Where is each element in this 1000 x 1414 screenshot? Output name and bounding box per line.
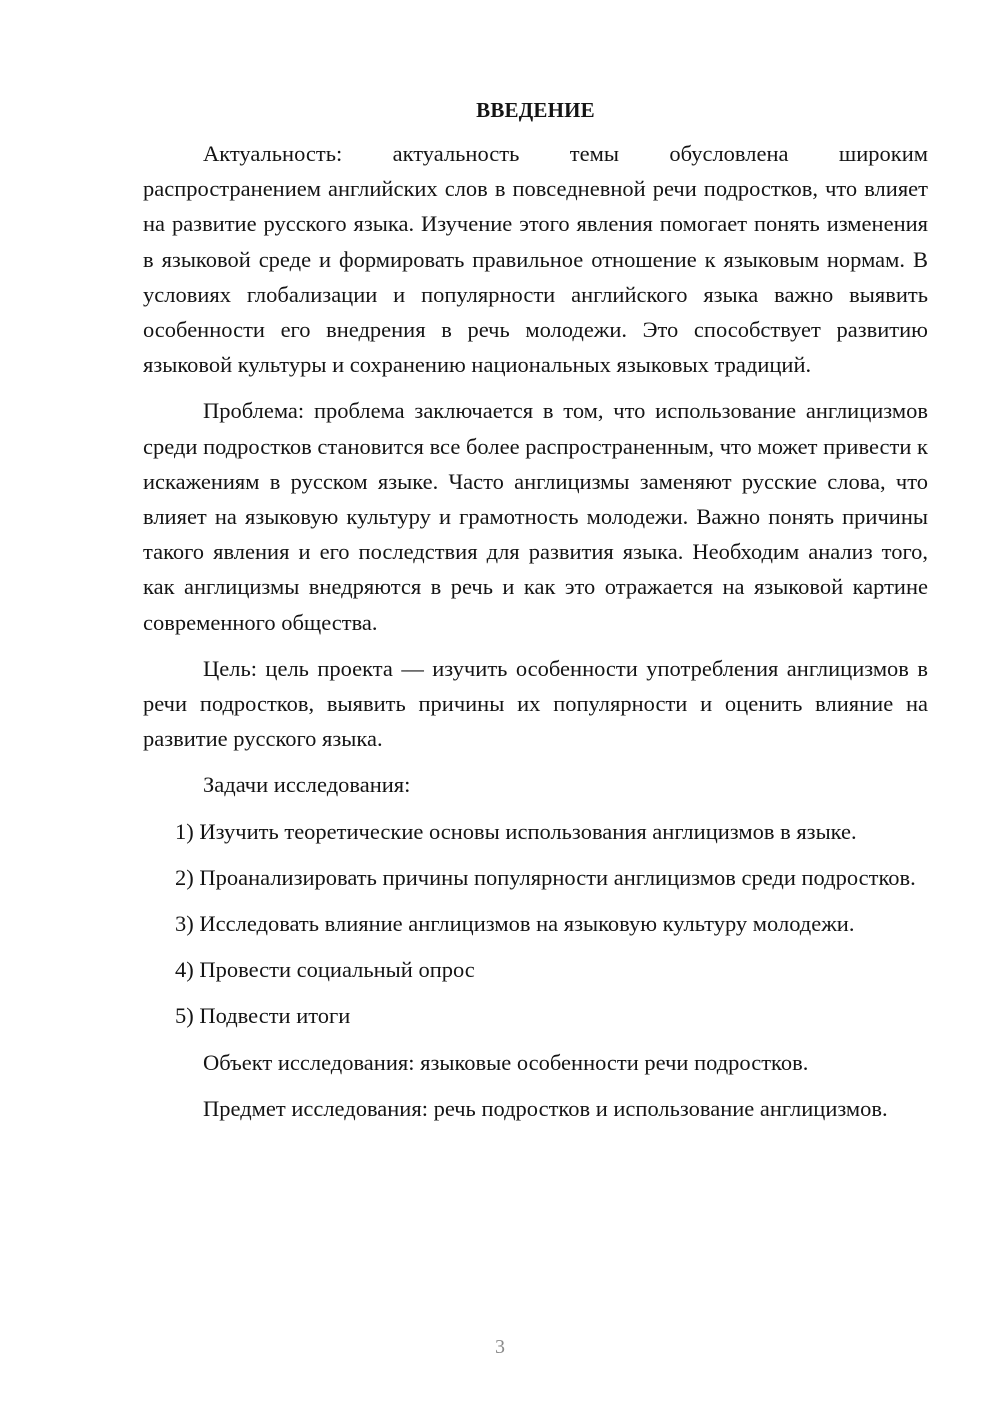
paragraph-goal: Цель: цель проекта — изучить особенности употребления англицизмов в речи подростков, выявить причины их популярности и оценить влияние на развитие русского языка. bbox=[143, 655, 928, 752]
paragraph-research-object: Объект исследования: языковые особенности речи подростков. bbox=[203, 1049, 809, 1075]
paragraph-research-subject: Предмет исследования: речь подростков и использование англицизмов. bbox=[203, 1095, 888, 1121]
task-item-3: 3) Исследовать влияние англицизмов на языковую культуру молодежи. bbox=[175, 911, 855, 937]
paragraph-relevance: Актуальность: актуальность темы обусловлена широким распространением английских слов в повседневной речи подростков, что влияет на развитие русского языка. Изучение этого явления помогает понять изменения в языковой среде и формировать правильное отношение к языковым нормам. В условиях глобализации и популярности английского языка важно выявить особенности его внедрения в речь молодежи. Это способствует развитию языковой культуры и сохранению национальных языковых традиций. bbox=[143, 141, 928, 378]
paragraph-tasks-heading: Задачи исследования: bbox=[203, 772, 411, 798]
page-body bbox=[143, 96, 928, 1137]
task-item-2: 2) Проанализировать причины популярности англицизмов среди подростков. bbox=[175, 864, 916, 890]
task-item-5: 5) Подвести итоги bbox=[175, 1003, 351, 1029]
paragraph-problem: Проблема: проблема заключается в том, что использование англицизмов среди подростков становится все более распространенным, что может привести к искажениям в русском языке. Часто англицизмы заменяют русские слова, что влияет на языковую культуру и грамотность молодежи. Важно понять причины такого явления и его последствия для развития языка. Необходим анализ того, как англицизмы внедряются в речь и как это отражается на языковой картине современного общества. bbox=[143, 398, 928, 635]
task-item-4: 4) Провести социальный опрос bbox=[175, 957, 475, 983]
page-number: 3 bbox=[495, 1336, 505, 1358]
task-item-1: 1) Изучить теоретические основы использования англицизмов в языке. bbox=[175, 818, 857, 844]
section-title: ВВЕДЕНИЕ bbox=[476, 98, 595, 122]
